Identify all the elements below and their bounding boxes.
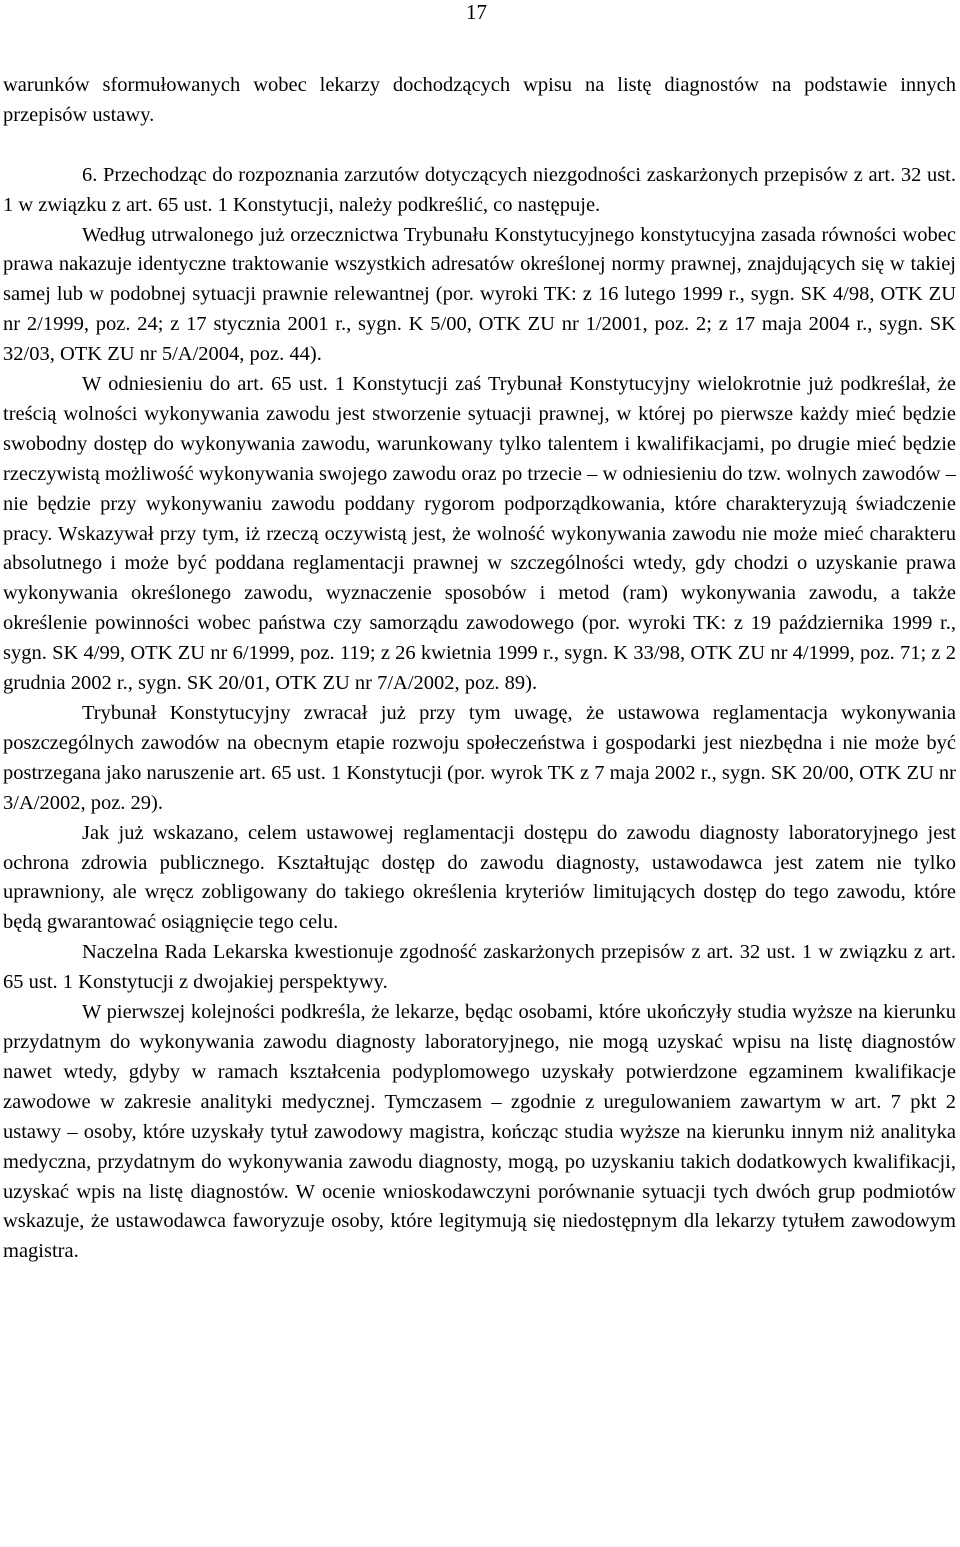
paragraph-council-challenge: Naczelna Rada Lekarska kwestionuje zgodność zaskarżonych przepisów z art. 32 ust. 1 w związku z art. 65 ust. 1 Konstytucji z dwojakiej perspektywy. [3,941,956,994]
document-body [3,71,956,1267]
paragraph-first-argument: W pierwszej kolejności podkreśla, że lekarze, będąc osobami, które ukończyły studia wyższe na kierunku przydatnym do wykonywania zawodu diagnosty laboratoryjnego, nie mogą uzyskać wpisu na listę diagnostów nawet wtedy, gdyby w ramach kształcenia podyplomowego uzyskały potwierdzone egzaminem kwalifikacje zawodowe w zakresie analityki medycznej. Tymczasem – zgodnie z uregulowaniem zawartym w art. 7 pkt 2 ustawy – osoby, które uzyskały tytuł zawodowy magistra, kończąc studia wyższe na kierunku innym niż analityka medyczna, przydatnym do wykonywania zawodu diagnosty, mogą, po uzyskaniu takich dodatkowych kwalifikacji, uzyskać wpis na listę diagnostów. W ocenie wnioskodawczyni porównanie sytuacji tych dwóch grup podmiotów wskazuje, że ustawodawca faworyzuje osoby, które legitymują się niedostępnym dla lekarzy tytułem zawodowym magistra. [3,1001,956,1263]
paragraph-freedom-of-profession: W odniesieniu do art. 65 ust. 1 Konstytucji zaś Trybunał Konstytucyjny wielokrotnie już podkreślał, że treścią wolności wykonywania zawodu jest stworzenie sytuacji prawnej, w której po pierwsze każdy mieć będzie swobodny dostęp do wykonywania zawodu, warunkowany tylko talentem i kwalifikacjami, po drugie mieć będzie rzeczywistą możliwość wykonywania swojego zawodu oraz po trzecie – w odniesieniu do tzw. wolnych zawodów – nie będzie przy wykonywaniu zawodu poddany rygorom podporządkowania, które charakteryzują świadczenie pracy. Wskazywał przy tym, iż rzeczą oczywistą jest, że wolność wykonywania zawodu nie może mieć charakteru absolutnego i może być poddana reglamentacji prawnej w szczególności wtedy, gdy chodzi o uzyskanie prawa wykonywania określonego zawodu, wyznaczenie sposobów i metod (ram) wykonywania zawodu, a także określenie powinności wobec państwa czy samorządu zawodowego (por. wyroki TK: z 19 października 1999 r., sygn. SK 4/99, OTK ZU nr 6/1999, poz. 119; z 26 kwietnia 1999 r., sygn. K 33/98, OTK ZU nr 4/1999, poz. 71; z 2 grudnia 2002 r., sygn. SK 20/01, OTK ZU nr 7/A/2002, poz. 89). [3,373,956,695]
paragraph-section-6: 6. Przechodząc do rozpoznania zarzutów dotyczących niezgodności zaskarżonych przepisów z art. 32 ust. 1 w związku z art. 65 ust. 1 Konstytucji, należy podkreślić, co następuje. [3,163,956,216]
paragraph-equality-principle: Według utrwalonego już orzecznictwa Trybunału Konstytucyjnego konstytucyjna zasada równości wobec prawa nakazuje identyczne traktowanie wszystkich adresatów określonej normy prawnej, znajdujących się w takiej samej lub w podobnej sytuacji prawnie relewantnej (por. wyroki TK: z 16 lutego 1999 r., sygn. SK 4/98, OTK ZU nr 2/1999, poz. 24; z 17 stycznia 2001 r., sygn. K 5/00, OTK ZU nr 1/2001, poz. 2; z 17 maja 2004 r., sygn. SK 32/03, OTK ZU nr 5/A/2004, poz. 44). [3,223,956,366]
paragraph-access-purpose: Jak już wskazano, celem ustawowej reglamentacji dostępu do zawodu diagnosty laboratoryjnego jest ochrona zdrowia publicznego. Kształtując dostęp do zawodu diagnosty, ustawodawca jest zatem nie tylko uprawniony, ale wręcz zobligowany do takiego określenia kryteriów limitujących dostęp do tego zawodu, które będą gwarantować osiągnięcie tego celu. [3,821,956,934]
paragraph-statutory-regulation: Trybunał Konstytucyjny zwracał już przy tym uwagę, że ustawowa reglamentacja wykonywania poszczególnych zawodów na obecnym etapie rozwoju społeczeństwa i gospodarki jest niezbędna i nie może być postrzegana jako naruszenie art. 65 ust. 1 Konstytucji (por. wyrok TK z 7 maja 2002 r., sygn. SK 20/00, OTK ZU nr 3/A/2002, poz. 29). [3,702,956,814]
page-number: 17 [466,0,487,24]
paragraph-continuation: warunków sformułowanych wobec lekarzy dochodzących wpisu na listę diagnostów na podstawie innych przepisów ustawy. [3,74,956,126]
